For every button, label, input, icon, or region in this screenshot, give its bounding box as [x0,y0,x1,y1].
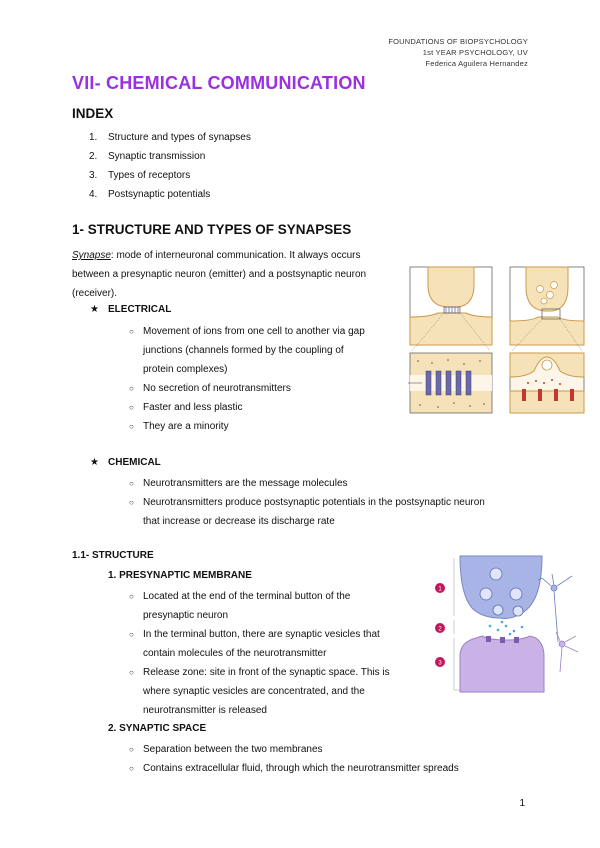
star-bullet-icon: ★ [90,304,99,315]
list-item: ○ In the terminal button, there are synaptic vesicles that [129,629,380,640]
list-item-continuation: protein complexes) [143,364,228,375]
electrical-heading: ★ ELECTRICAL [90,304,172,315]
list-item: ○ Separation between the two membranes [129,744,323,755]
document-header [388,36,528,69]
synaptic-vesicle [510,588,522,600]
star-bullet-icon: ★ [90,457,99,468]
svg-text:3: 3 [438,660,442,667]
header-course: FOUNDATIONS OF BIOPSYCHOLOGY [388,37,528,46]
neurotransmitter-dots [489,621,524,636]
index-item: 1. Structure and types of synapses [89,132,251,143]
presynaptic-heading: 1. PRESYNAPTIC MEMBRANE [108,570,252,581]
list-item: ○ Contains extracellular fluid, through which the neurotransmitter spreads [129,763,459,774]
chemical-postsynaptic-cell [510,317,584,345]
list-item-continuation: contain molecules of the neurotransmitter [143,648,327,659]
list-item-continuation: that increase or decrease its discharge rate [143,516,335,527]
list-item-continuation: neurotransmitter is released [143,705,267,716]
page-title: VII- CHEMICAL COMMUNICATION [72,73,366,93]
synapse-term: Synapse [72,250,111,261]
synaptic-space-heading: 2. SYNAPTIC SPACE [108,723,207,734]
index-list [89,128,251,204]
list-item-continuation: junctions (channels formed by the coupling of [143,345,344,356]
synaptic-vesicle [513,606,523,616]
list-item: ○ Faster and less plastic [129,402,243,413]
synaptic-vesicle [490,568,502,580]
neuron-illustration [556,632,578,672]
list-item: ○ Located at the end of the terminal button of the [129,591,351,602]
list-item-continuation: where synaptic vesicles are concentrated, and the [143,686,365,697]
header-author: Federica Aguilera Hernandez [425,59,528,68]
synaptic-vesicle [493,605,503,615]
list-item-continuation: presynaptic neuron [143,610,229,621]
postsynaptic-membrane [460,636,544,692]
list-item: ○ Movement of ions from one cell to another via gap [129,326,365,337]
index-heading: INDEX [72,106,114,121]
neuron-illustration [538,574,572,642]
synapse-definition: Synapse: mode of interneuronal communication. It always occurs between a presynaptic neuron (emitter) and a postsynaptic neuron (receiver). [72,250,367,299]
synapse-types-figure [408,265,586,415]
svg-text:2: 2 [438,626,442,633]
header-year: 1st YEAR PSYCHOLOGY, UV [422,48,528,57]
electrical-presynaptic-terminal [428,267,474,307]
postsynaptic-receptors [486,636,519,643]
index-item: 2. Synaptic transmission [89,151,206,162]
synapse-structure-figure [430,552,590,694]
subsection-heading: 1.1- STRUCTURE [72,550,154,561]
list-item: ○ They are a minority [129,421,229,432]
list-item: ○ Neurotransmitters are the message molecules [129,478,348,489]
section-heading: 1- STRUCTURE AND TYPES OF SYNAPSES [72,222,352,237]
page-number: 1 [519,798,525,809]
list-item: ○ Release zone: site in front of the synaptic space. This is [129,667,390,678]
index-item: 4. Postsynaptic potentials [89,189,211,200]
list-item: ○ Neurotransmitters produce postsynaptic potentials in the postsynaptic neuron [129,497,485,508]
synaptic-vesicle [480,588,492,600]
svg-text:1: 1 [438,586,442,593]
index-item: 3. Types of receptors [89,170,191,181]
list-item: ○ No secretion of neurotransmitters [129,383,291,394]
chemical-presynaptic-terminal [526,267,568,311]
electrical-postsynaptic-cell [410,313,492,345]
chemical-heading: ★ CHEMICAL [90,457,161,468]
